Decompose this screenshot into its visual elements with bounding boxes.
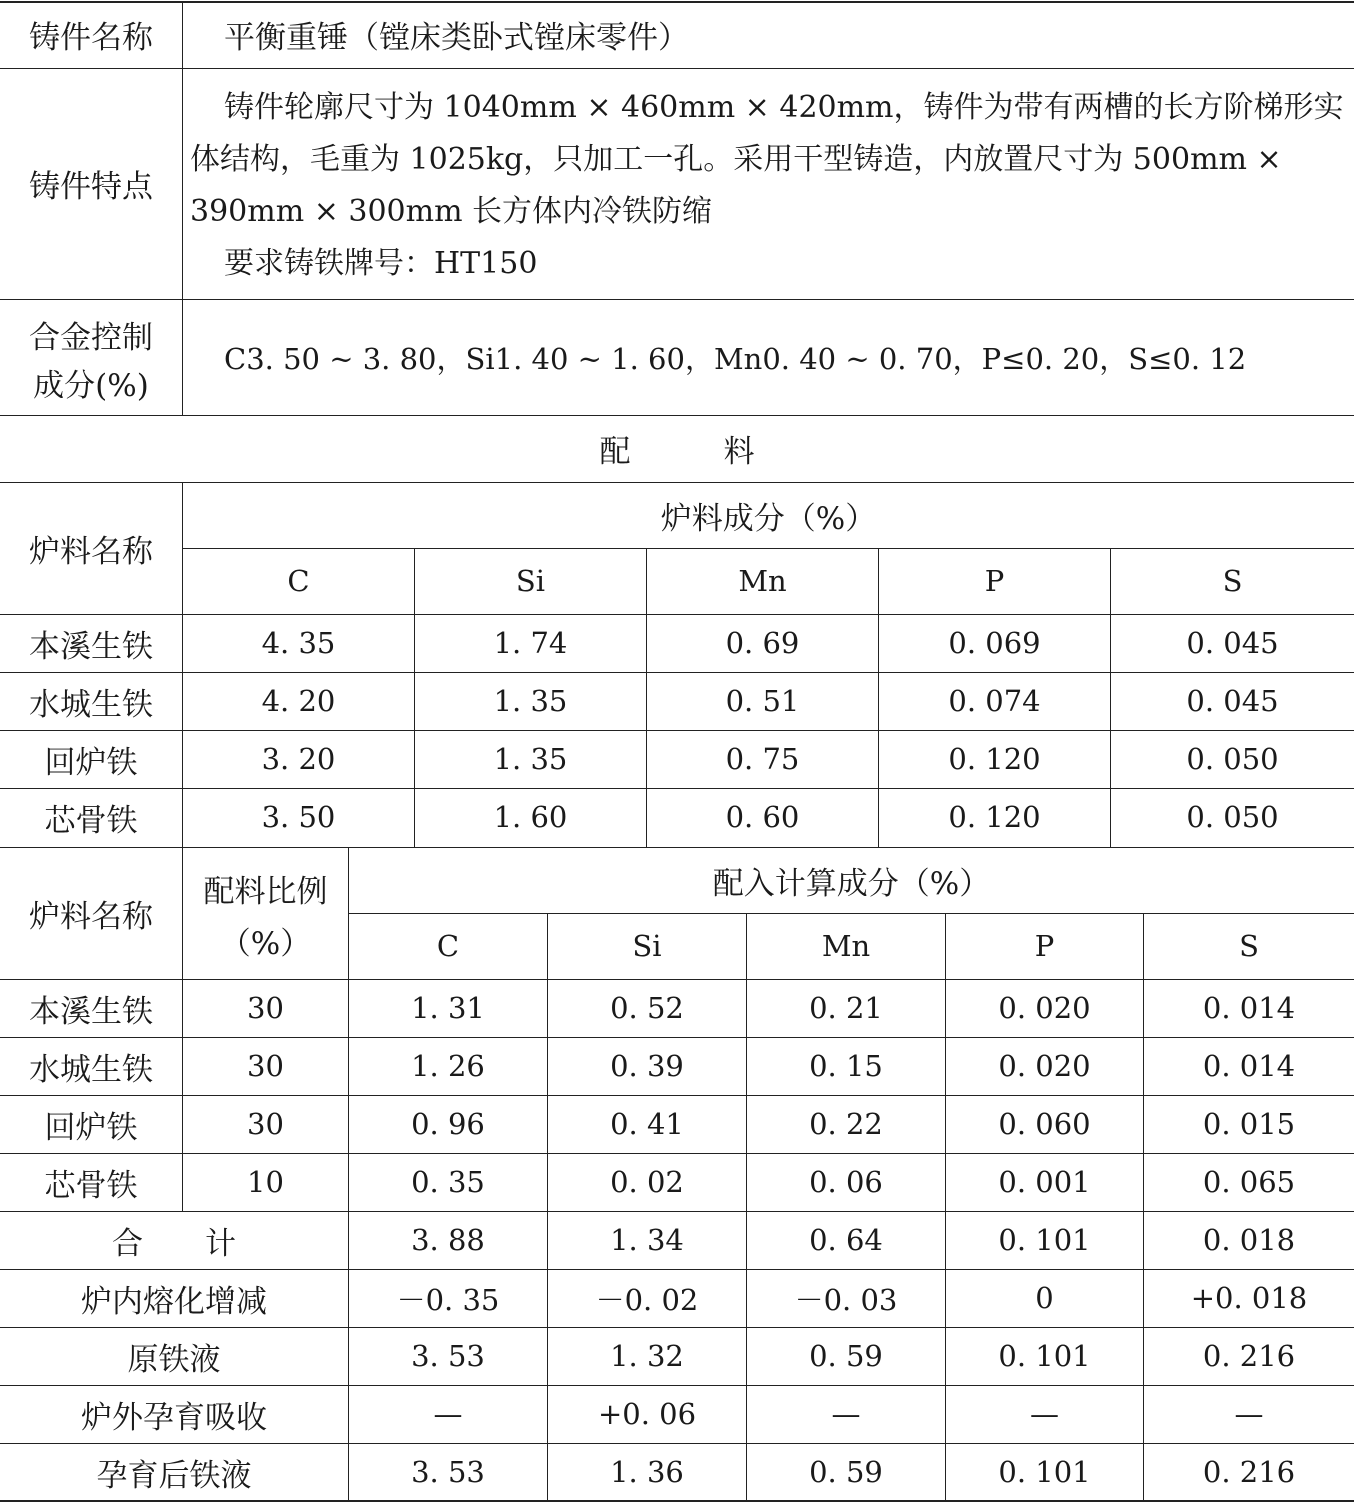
calc-cell-p: 0. 001 bbox=[998, 1165, 1091, 1199]
charge-cell-s: 0. 050 bbox=[1186, 800, 1279, 834]
calc-cell-c: 0. 35 bbox=[411, 1165, 485, 1199]
calc-cell-si: 0. 52 bbox=[610, 991, 684, 1025]
charge-name-header: 炉料名称 bbox=[29, 533, 153, 570]
calc-row-name: 回炉铁 bbox=[44, 1109, 138, 1146]
summary-cell-si: 1. 36 bbox=[610, 1455, 684, 1489]
calc-row-ratio: 30 bbox=[247, 991, 284, 1025]
charge-cell-p: 0. 074 bbox=[948, 684, 1041, 718]
charge-cell-si: 1. 35 bbox=[493, 742, 568, 776]
feature-line: 要求铸铁牌号：HT150 bbox=[224, 246, 538, 281]
calc-cell-c: 1. 31 bbox=[411, 991, 485, 1025]
rule bbox=[0, 68, 1354, 69]
summary-row-label: 原铁液 bbox=[127, 1341, 221, 1378]
summary-cell-c: 3. 53 bbox=[411, 1339, 485, 1373]
charge-row-name: 水城生铁 bbox=[29, 686, 153, 723]
calc-row-name: 本溪生铁 bbox=[29, 993, 153, 1030]
charge-cell-s: 0. 050 bbox=[1186, 742, 1279, 776]
calc-cell-c: 0. 96 bbox=[411, 1107, 485, 1141]
summary-cell-s: 0. 018 bbox=[1202, 1223, 1296, 1257]
summary-cell-p: 0 bbox=[1035, 1281, 1054, 1315]
calc-cell-s: 0. 014 bbox=[1202, 991, 1296, 1025]
ratio-header-line1: 配料比例 bbox=[203, 873, 328, 910]
summary-cell-si: －0. 02 bbox=[595, 1282, 699, 1317]
calc-row-name: 芯骨铁 bbox=[44, 1167, 138, 1204]
section-title: 配 料 bbox=[599, 434, 755, 470]
calc-cell-s: 0. 015 bbox=[1202, 1107, 1296, 1141]
summary-cell-si: 1. 34 bbox=[610, 1223, 684, 1257]
summary-cell-p: 0. 101 bbox=[998, 1455, 1091, 1489]
charge-row-name: 本溪生铁 bbox=[29, 628, 153, 665]
summary-cell-p: — bbox=[1030, 1397, 1059, 1431]
charge-cell-p: 0. 069 bbox=[948, 626, 1041, 660]
col-header-s: S bbox=[1222, 564, 1243, 598]
calc-cell-p: 0. 060 bbox=[998, 1107, 1091, 1141]
charge-cell-c: 3. 50 bbox=[261, 800, 336, 834]
calc-cell-p: 0. 020 bbox=[998, 991, 1091, 1025]
summary-cell-si: 1. 32 bbox=[610, 1339, 684, 1373]
col-header-mn: Mn bbox=[821, 929, 871, 963]
summary-cell-mn: 0. 64 bbox=[809, 1223, 883, 1257]
charge-cell-p: 0. 120 bbox=[948, 800, 1041, 834]
calc-cell-mn: 0. 06 bbox=[809, 1165, 883, 1199]
calc-cell-mn: 0. 15 bbox=[809, 1049, 883, 1083]
summary-cell-c: — bbox=[433, 1397, 463, 1431]
charge-cell-c: 3. 20 bbox=[261, 742, 336, 776]
charge-cell-c: 4. 35 bbox=[261, 626, 336, 660]
alloy-label-line2: 成分(%) bbox=[33, 367, 149, 404]
calc-cell-si: 0. 02 bbox=[610, 1165, 684, 1199]
summary-cell-mn: — bbox=[831, 1397, 861, 1431]
casting-name-label: 铸件名称 bbox=[29, 20, 153, 56]
calc-row-ratio: 30 bbox=[247, 1049, 284, 1083]
col-header-p: P bbox=[1034, 929, 1055, 963]
feature-line: 铸件轮廓尺寸为 1040mm × 460mm × 420mm，铸件为带有两槽的长方阶梯形实 bbox=[224, 90, 1344, 125]
rule-v bbox=[182, 1, 183, 415]
calc-cell-mn: 0. 21 bbox=[809, 991, 883, 1025]
col-header-si: Si bbox=[632, 929, 662, 963]
charge-cell-mn: 0. 60 bbox=[725, 800, 800, 834]
col-header-si: Si bbox=[515, 564, 546, 598]
casting-name-value: 平衡重锤（镗床类卧式镗床零件） bbox=[224, 20, 689, 56]
charge-row-name: 芯骨铁 bbox=[44, 802, 138, 839]
charge-cell-mn: 0. 75 bbox=[725, 742, 800, 776]
charge-cell-mn: 0. 69 bbox=[725, 626, 800, 660]
col-header-c: C bbox=[436, 929, 460, 963]
summary-cell-c: －0. 35 bbox=[396, 1282, 500, 1317]
calc-cell-mn: 0. 22 bbox=[809, 1107, 883, 1141]
summary-cell-si: +0. 06 bbox=[597, 1397, 697, 1431]
alloy-label-line1: 合金控制 bbox=[29, 319, 153, 356]
summary-cell-s: — bbox=[1234, 1397, 1264, 1431]
calc-cell-c: 1. 26 bbox=[411, 1049, 485, 1083]
summary-row-label: 合 计 bbox=[112, 1225, 236, 1262]
feature-line: 体结构，毛重为 1025kg，只加工一孔。采用干型铸造，内放置尺寸为 500mm × bbox=[190, 142, 1282, 177]
summary-row-label: 孕育后铁液 bbox=[96, 1457, 252, 1494]
col-header-mn: Mn bbox=[738, 564, 787, 598]
charge-cell-si: 1. 60 bbox=[493, 800, 568, 834]
calc-cell-si: 0. 39 bbox=[610, 1049, 684, 1083]
alloy-composition-value: C3. 50 ~ 3. 80，Si1. 40 ~ 1. 60，Mn0. 40 ~ 0. 70，P≤0. 20，S≤0. 12 bbox=[224, 341, 1247, 376]
ratio-header-line2: （%） bbox=[219, 925, 312, 962]
charge-cell-si: 1. 35 bbox=[493, 684, 568, 718]
charge-cell-s: 0. 045 bbox=[1186, 626, 1279, 660]
col-header-p: P bbox=[984, 564, 1005, 598]
summary-cell-s: +0. 018 bbox=[1190, 1281, 1308, 1315]
summary-row-label: 炉外孕育吸收 bbox=[81, 1399, 267, 1436]
summary-row-label: 炉内熔化增减 bbox=[81, 1283, 267, 1320]
summary-cell-mn: －0. 03 bbox=[794, 1282, 898, 1317]
summary-cell-c: 3. 53 bbox=[411, 1455, 485, 1489]
charge-cell-p: 0. 120 bbox=[948, 742, 1041, 776]
feature-line: 390mm × 300mm 长方体内冷铁防缩 bbox=[190, 194, 713, 229]
col-header-c: C bbox=[287, 564, 310, 598]
charge-composition-header: 炉料成分（%） bbox=[660, 500, 877, 537]
calc-cell-s: 0. 014 bbox=[1202, 1049, 1296, 1083]
charge-row-name: 回炉铁 bbox=[44, 744, 138, 781]
summary-cell-p: 0. 101 bbox=[998, 1339, 1091, 1373]
summary-cell-c: 3. 88 bbox=[411, 1223, 485, 1257]
calc-cell-p: 0. 020 bbox=[998, 1049, 1091, 1083]
charge-cell-c: 4. 20 bbox=[261, 684, 336, 718]
calc-cell-si: 0. 41 bbox=[610, 1107, 684, 1141]
summary-cell-mn: 0. 59 bbox=[809, 1455, 883, 1489]
summary-cell-p: 0. 101 bbox=[998, 1223, 1091, 1257]
calc-row-ratio: 10 bbox=[247, 1165, 284, 1199]
casting-feature-label: 铸件特点 bbox=[29, 169, 153, 205]
summary-cell-s: 0. 216 bbox=[1202, 1339, 1296, 1373]
calc-name-header: 炉料名称 bbox=[29, 898, 153, 935]
calc-cell-s: 0. 065 bbox=[1202, 1165, 1296, 1199]
charge-cell-mn: 0. 51 bbox=[725, 684, 800, 718]
charge-cell-s: 0. 045 bbox=[1186, 684, 1279, 718]
summary-cell-s: 0. 216 bbox=[1202, 1455, 1296, 1489]
calc-row-name: 水城生铁 bbox=[29, 1051, 153, 1088]
charge-cell-si: 1. 74 bbox=[493, 626, 568, 660]
calc-row-ratio: 30 bbox=[247, 1107, 284, 1141]
summary-cell-mn: 0. 59 bbox=[809, 1339, 883, 1373]
col-header-s: S bbox=[1239, 929, 1259, 963]
calc-composition-header: 配入计算成分（%） bbox=[712, 865, 991, 902]
